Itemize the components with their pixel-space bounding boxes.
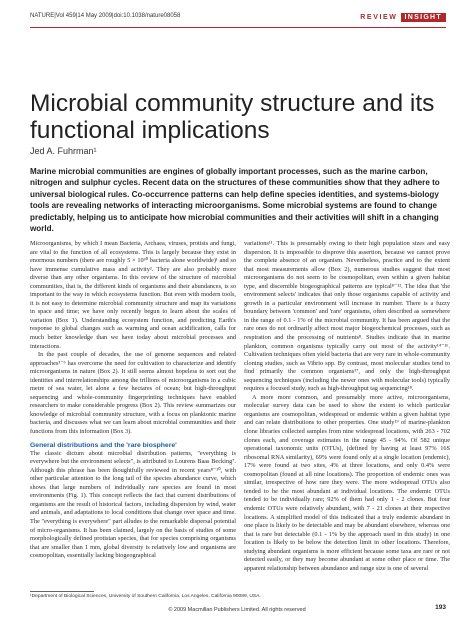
page-header [30,12,446,26]
body-column-right [244,240,450,586]
header-rule [30,27,446,28]
body-paragraph: In the past couple of decades, the use of genome sequences and related approaches³⁻⁶ has overcome the need for cultivation to characterize and identify microorganisms in nature (Box 2). It still seems almost hopeless to sort out the identities and interrelationships among the trillions of microorganisms in a cubic metre of sea water, let alone a few hectares of ocean; but high-throughput sequencing and whole-community fingerprinting techniques have enabled researchers to make considerable progress (Box 2). This review summarizes our knowledge of microbial community structure, with a focus on planktonic marine bacteria, and discusses what we can learn about microbial communities and their functions from this information (Box 3). [30,351,236,436]
author-affiliation-footnote: ¹Department of Biological Sciences, University of Southern California, Los Angeles, California 90089, USA. [30,594,261,599]
section-labels [360,12,446,22]
article-author: Jed A. Fuhrman¹ [30,146,97,156]
article-title: Microbial community structure and its functional implications [30,90,435,144]
page-number: 193 [435,604,446,611]
article-abstract: Marine microbial communities are engines of globally important processes, such as the marine carbon, nitrogen and sulphur cycles. Recent data on the structures of these communities show that they adhere to universal biological rules. Co-occurrence patterns can help define species identities, and systems-biology tools are revealing networks of interacting microorganisms. Some microbial systems are found to change predictably, helping us to anticipate how microbial communities and their activities will shift in a changing world. [30,167,440,234]
section-label: REVIEW [360,13,398,21]
body-paragraph: variations¹¹. This is presumably owing to their high population sizes and easy dispersion. It is impossible to disprove this assertion, because we cannot prove the complete absence of an organism. Nevertheless, practice and to the extent that most measurements allow (Box 2), numerous studies suggest that most microorganisms do not seem to be cosmopolitan, even within a given habitat type, and discernible biogeographical patterns are typical⁸⁻¹². The idea that 'the environment selects' indicates that only those organisms capable of activity and growth in a particular environment will increase in number. There is a fuzzy boundary between 'common' and 'rare' organisms, often described as somewhere in the range of 0.1 - 1% of the microbial community. It has been argued that the rare ones do not ordinarily affect most major biogeochemical processes, such as respiration and the processing of nutrients⁸. Studies indicate that in marine plankton, common organisms typically carry out most of the activity¹⁴⁻¹⁶. Cultivation techniques often yield bacteria that are very rare in whole-community cloning studies, such as Vibrio spp. By contrast, most molecular studies tend to find primarily the common organisms¹⁷, and only the high-throughput sequencing techniques (including the newer ones with molecular tools) typically requires a focused study, such as high-throughput tag sequencing¹⁸. [244,240,450,393]
copyright-notice: © 2009 Macmillan Publishers Limited. All rights reserved [168,607,306,613]
journal-citation: NATURE|Vol 459|14 May 2009|doi:10.1038/nature08058 [30,13,181,19]
body-column-left [30,240,236,586]
section-heading: General distributions and the 'rare biosphere' [30,441,177,449]
body-paragraph: A more more common, and presumably more active, microorganisms, molecular survey data can be used to show the extent to which particular organisms are cosmopolitan, widespread or endemic within a given habitat type and can relate distributions to other properties. One study¹⁹ of marine-plankton clone libraries collected samples from nine widespread locations, with 263 - 702 clones each, and coverage estimates in the range 45 - 94%. Of 582 unique operational taxonomic units (OTUs), (defined by having at least 97% 16S ribosomal RNA similarity), 69% were found only at a single location (endemic), 17% were found at two sites, 4% at three locations, and only 0.4% were cosmopolitan (found at all nine locations). The proportion of endemic ones was similar, irrespective of how rare they were. The more widespread OTUs also tended to be the most abundant at individual locations. The endemic OTUs tended to be individually rare; 92% of them had only 1 - 2 clones. But four endemic OTUs were relatively abundant, with 7 - 21 clones at their respective locations. A simplified model of this indicated that a truly endemic abundant in one place is likely to be detectable and may be abundant elsewhere, whereas one that is rare but detectable (0.1 - 1% by the approach used in this study) in one location is likely to be below the detection limit in other locations. Therefore, studying abundant organisms is more efficient because some taxa are rare or not detected easily, or they may become abundant at some other place or time. The apparent relationship between abundance and range size is one of several [244,393,450,572]
footnote-rule [30,591,94,592]
subsection-label: INSIGHT [401,13,447,22]
body-paragraph: The classic dictum about microbial distribution patterns, "everything is everywhere but the environment selects", is attributed to Lourens Baas Becking⁷. Although this phrase has been thoughtfully reviewed in recent years⁸⁻¹⁰, with other particular attention to the long tail of the species abundance curve, which shows that large numbers of individually rare species are found in most environments (Fig. 1). This concept reflects the fact that current distributions of organisms are the result of historical factors, including dispersion by wind, water and animals, and adaptations to local conditions that change over space and time. The "everything is everywhere" part alludes to the remarkable dispersal potential of micro-organisms. It has been claimed, largely on the basis of studies of some morphologically defined protistan species, that for species comprising organisms that are smaller than 1 mm, global diversity is relatively low and organisms are cosmopolitan, essentially lacking biogeographical [30,449,236,560]
body-paragraph: Microorganisms, by which I mean Bacteria, Archaea, viruses, protists and fungi, are vital to the function of all ecosystems. This is largely because they exist in enormous numbers (there are roughly 5 × 10³⁰ bacteria alone worldwide)¹ and so have immense cumulative mass and activity². They are also probably more diverse than any other organisms. In this review of the structure of microbial communities, that is, the different kinds of organisms and their abundances, is so important to the way in which ecosystems function. But even with modern tools, it is not easy to determine microbial community structure and map its variations in space and time; we have only recently begun to learn about the scales of variation (Box 1). Understanding ecosystem function, and predicting Earth's response to global changes such as warming and ocean acidification, calls for much better knowledge than we have today about microbial processes and interactions. [30,240,236,350]
